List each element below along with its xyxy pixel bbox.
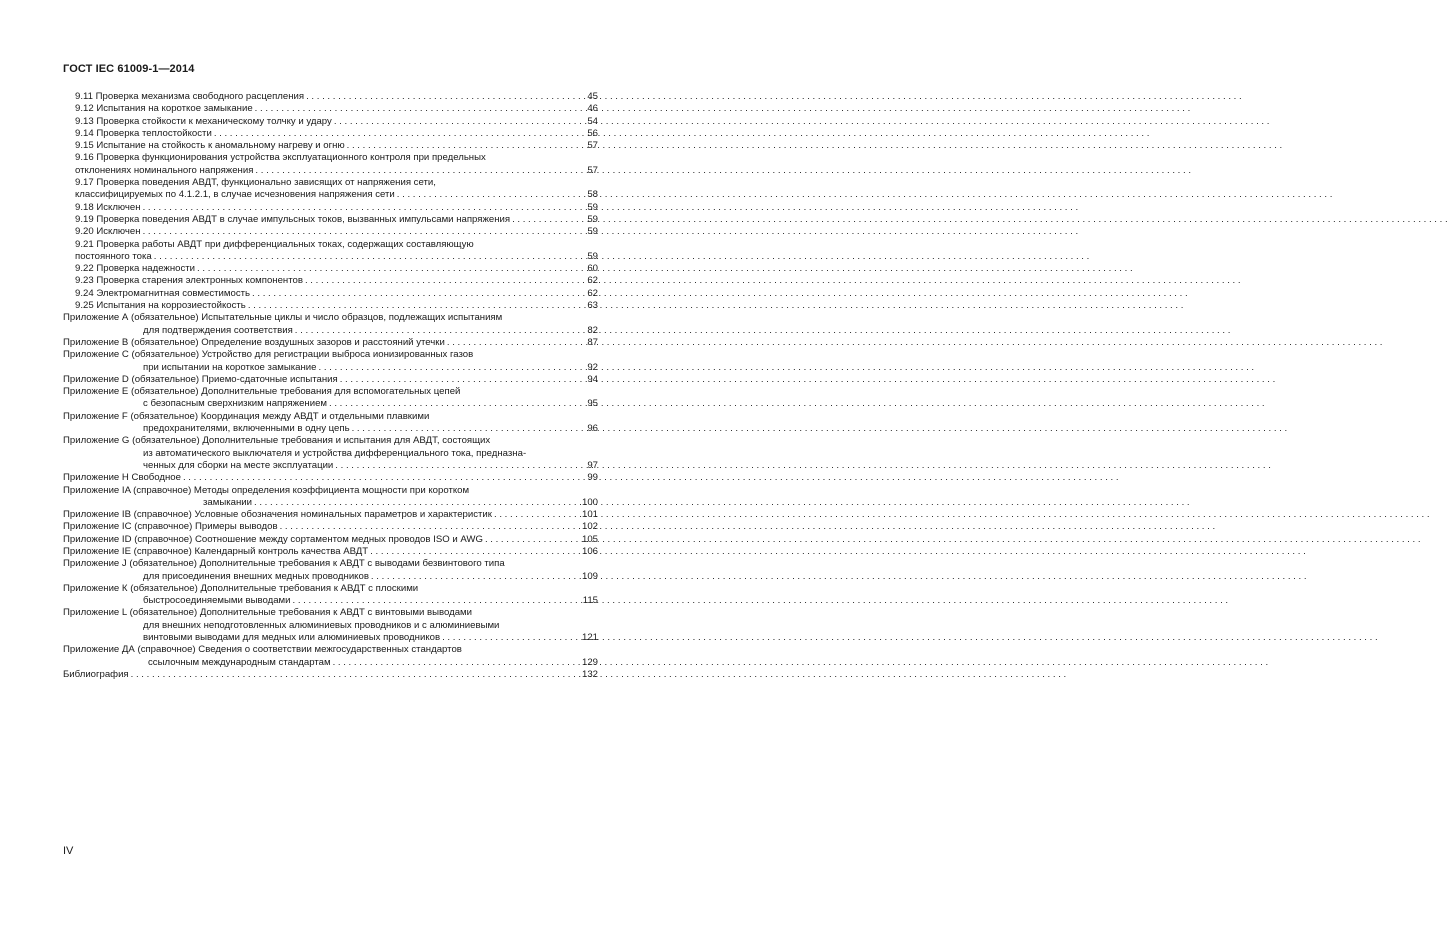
toc-entry-title: Приложение С (обязательное) Устройство для регистрации выброса ионизированных газов <box>63 349 474 361</box>
toc-entry[interactable] <box>63 103 598 115</box>
toc-page-number: 57 <box>587 164 598 176</box>
dot-leader <box>278 521 582 533</box>
dot-leader <box>181 472 587 484</box>
toc-page-number: 62 <box>587 287 598 299</box>
dot-leader <box>141 202 588 214</box>
toc-entry[interactable] <box>63 239 598 264</box>
toc-entry[interactable] <box>63 91 598 103</box>
toc-entry[interactable] <box>63 140 598 152</box>
dot-leader <box>338 374 588 386</box>
toc-entry-title: для присоединения внешних медных проводников <box>143 570 369 582</box>
toc-page-number: 58 <box>587 189 598 201</box>
toc-entry-title: из автоматического выключателя и устройства дифференциального тока, предназна- <box>143 447 527 459</box>
document-header: ГОСТ IEC 61009-1—2014 <box>63 63 195 75</box>
dot-leader <box>317 362 588 374</box>
toc-entry-title: 9.22 Проверка надежности <box>75 263 196 275</box>
dot-leader <box>369 571 582 583</box>
dot-leader <box>440 632 582 644</box>
page-number: IV <box>63 845 74 857</box>
toc-entry-title: 9.14 Проверка теплостойкости <box>75 127 212 139</box>
toc-entry[interactable] <box>63 558 598 583</box>
dot-leader <box>250 288 587 300</box>
toc-entry[interactable] <box>63 546 598 558</box>
toc-entry-title: ссылочным международным стандартам <box>148 656 331 668</box>
toc-entry[interactable] <box>63 583 598 608</box>
toc-entry[interactable] <box>63 300 598 312</box>
toc-entry-title: Библиография <box>63 668 129 680</box>
toc-entry[interactable] <box>63 509 598 521</box>
dot-leader <box>483 534 582 546</box>
toc-page-number: 105 <box>581 533 598 545</box>
toc-entry-title: 9.25 Испытания на коррозиестойкость <box>75 300 246 312</box>
toc-entry-title: Приложение К (обязательное) Дополнительные требования к АВДТ с плоскими <box>63 582 419 594</box>
toc-entry-title: Приложение IE (справочное) Календарный контроль качества АВДТ <box>63 545 369 557</box>
toc-entry[interactable] <box>63 669 598 681</box>
toc-page-number: 106 <box>581 545 598 557</box>
toc-entry[interactable] <box>63 226 598 238</box>
toc-entry-title: Приложение J (обязательное) Дополнительные требования к АВДТ с выводами безвинтового типа <box>63 558 505 570</box>
dot-leader <box>253 103 588 115</box>
toc-page-number: 59 <box>587 213 598 225</box>
dot-leader <box>333 460 587 472</box>
dot-leader <box>252 497 582 509</box>
dot-leader <box>246 300 588 312</box>
toc-entry-title: Приложение IC (справочное) Примеры выводов <box>63 521 278 533</box>
toc-entry-title: Приложение D (обязательное) Приемо-сдаточные испытания <box>63 373 338 385</box>
toc-entry[interactable] <box>63 263 598 275</box>
toc-entry[interactable] <box>63 312 598 337</box>
dot-leader <box>395 189 588 201</box>
toc-page-number: 102 <box>581 521 598 533</box>
toc-page-number: 96 <box>587 423 598 435</box>
toc-entry-title: Приложение IB (справочное) Условные обозначения номинальных параметров и характеристик <box>63 509 492 521</box>
dot-leader <box>445 337 587 349</box>
toc-entry-title: 9.11 Проверка механизма свободного расцепления <box>75 91 305 102</box>
toc-page-number: 92 <box>587 361 598 373</box>
toc-entry-title: для внешних неподготовленных алюминиевых проводников и с алюминиевыми <box>143 619 500 631</box>
toc-entry-title: Приложение IA (справочное) Методы определения коэффициента мощности при коротком <box>63 484 470 496</box>
toc-entry[interactable] <box>63 411 598 436</box>
toc-entry-title: Приложение ID (справочное) Соотношение между сортаментом медных проводов ISO и AWG <box>63 533 483 545</box>
toc-entry[interactable] <box>63 534 598 546</box>
toc-entry-title: 9.19 Проверка поведения АВДТ в случае импульсных токов, вызванных импульсами напряжения <box>75 213 511 225</box>
toc-page-number: 45 <box>587 91 598 102</box>
toc-entry-title: с безопасным сверхнизким напряжением <box>143 398 327 410</box>
toc-page-number: 62 <box>587 275 598 287</box>
dot-leader <box>350 423 588 435</box>
toc-entry-title: 9.17 Проверка поведения АВДТ, функционально зависящих от напряжения сети, <box>75 177 436 189</box>
table-of-contents <box>63 91 598 681</box>
toc-page-number: 57 <box>587 140 598 152</box>
toc-page-number: 129 <box>581 656 598 668</box>
toc-entry[interactable] <box>63 214 598 226</box>
toc-entry-title: при испытании на короткое замыкание <box>143 361 317 373</box>
toc-entry-title: 9.12 Испытания на короткое замыкание <box>75 103 253 115</box>
toc-page-number: 109 <box>581 570 598 582</box>
toc-page-number: 60 <box>587 263 598 275</box>
toc-entry-title: Приложение G (обязательное) Дополнительные требования и испытания для АВДТ, состоящих <box>63 435 491 447</box>
toc-entry[interactable] <box>63 485 598 510</box>
dot-leader <box>332 116 587 128</box>
toc-entry[interactable] <box>63 374 598 386</box>
toc-entry-title: Приложение Н Свободное <box>63 472 181 484</box>
toc-page-number: 94 <box>587 373 598 385</box>
toc-entry-title: 9.21 Проверка работы АВДТ при дифференциальных токах, содержащих составляющую <box>75 238 474 250</box>
toc-entry-title: 9.16 Проверка функционирования устройства эксплуатационного контроля при предельных <box>75 152 486 164</box>
toc-page-number: 97 <box>587 459 598 471</box>
dot-leader <box>293 325 588 337</box>
dot-leader <box>331 657 582 669</box>
toc-entry-title: быстросоединяемыми выводами <box>143 595 291 607</box>
dot-leader <box>345 140 588 152</box>
toc-entry[interactable] <box>63 472 598 484</box>
toc-page-number: 115 <box>582 595 598 607</box>
toc-page-number: 132 <box>581 668 598 680</box>
toc-entry[interactable] <box>63 337 598 349</box>
dot-leader <box>510 214 587 226</box>
toc-entry[interactable] <box>63 607 598 644</box>
toc-page-number: 59 <box>587 201 598 213</box>
dot-leader <box>152 251 588 263</box>
toc-page-number: 99 <box>587 472 598 484</box>
toc-entry-title: Приложение А (обязательное) Испытательные циклы и число образцов, подлежащих испытаниям <box>63 312 503 324</box>
dot-leader <box>303 275 587 287</box>
toc-entry-title: 9.24 Электромагнитная совместимость <box>75 287 251 299</box>
toc-page-number: 59 <box>587 250 598 262</box>
dot-leader <box>141 226 588 238</box>
toc-entry-title: для подтверждения соответствия <box>143 324 293 336</box>
toc-entry-title: 9.18 Исключен <box>75 201 141 213</box>
toc-page-number: 54 <box>587 115 598 127</box>
toc-entry[interactable] <box>63 116 598 128</box>
dot-leader <box>291 595 583 607</box>
toc-page-number: 46 <box>587 103 598 115</box>
toc-entry-title: 9.15 Испытание на стойкость к аномальному нагреву и огню <box>75 140 345 152</box>
toc-entry-title: 9.13 Проверка стойкости к механическому толчку и удару <box>75 115 332 127</box>
toc-page-number: 63 <box>587 300 598 312</box>
toc-entry-title: 9.23 Проверка старения электронных компонентов <box>75 275 303 287</box>
toc-entry-title: 9.20 Исключен <box>75 226 141 238</box>
toc-entry[interactable] <box>63 288 598 300</box>
dot-leader <box>327 398 587 410</box>
toc-entry[interactable] <box>63 521 598 533</box>
toc-entry-title: постоянного тока <box>75 250 152 262</box>
toc-entry-title: ченных для сборки на месте эксплуатации <box>143 459 334 471</box>
toc-entry-title: предохранителями, включенными в одну цепь <box>143 423 350 435</box>
dot-leader <box>492 509 582 521</box>
toc-entry[interactable] <box>63 177 598 202</box>
toc-entry-title: Приложение ДА (справочное) Сведения о соответствии межгосударственных стандартов <box>63 644 462 656</box>
toc-page-number: 100 <box>581 496 598 508</box>
dot-leader <box>304 91 587 103</box>
toc-entry-title: Приложение F (обязательное) Координация между АВДТ и отдельными плавкими <box>63 410 430 422</box>
toc-page-number: 56 <box>587 127 598 139</box>
toc-entry[interactable] <box>63 152 598 177</box>
toc-entry-title: Приложение Е (обязательное) Дополнительные требования для вспомогательных цепей <box>63 386 461 398</box>
toc-entry-title: винтовыми выводами для медных или алюминиевых проводников <box>143 632 441 644</box>
toc-page-number: 87 <box>587 336 598 348</box>
toc-page-number: 59 <box>587 226 598 238</box>
toc-entry[interactable] <box>63 128 598 140</box>
toc-entry[interactable] <box>63 349 598 374</box>
toc-entry[interactable] <box>63 202 598 214</box>
dot-leader <box>195 263 587 275</box>
dot-leader <box>253 165 587 177</box>
toc-entry-title: Приложение В (обязательное) Определение воздушных зазоров и расстояний утечки <box>63 336 445 348</box>
dot-leader <box>368 546 582 558</box>
toc-page-number: 101 <box>581 509 598 521</box>
toc-page-number: 121 <box>581 632 598 644</box>
toc-entry-title: отклонениях номинального напряжения <box>75 164 254 176</box>
toc-entry[interactable] <box>63 644 598 669</box>
toc-entry-title: замыкании <box>203 496 252 508</box>
toc-entry-title: Приложение L (обязательное) Дополнительные требования к АВДТ с винтовыми выводами <box>63 607 472 619</box>
toc-page-number: 82 <box>587 324 598 336</box>
toc-page-number: 95 <box>587 398 598 410</box>
toc-entry[interactable] <box>63 275 598 287</box>
toc-entry[interactable] <box>63 386 598 411</box>
toc-entry[interactable] <box>63 435 598 472</box>
dot-leader <box>129 669 582 681</box>
toc-entry-title: классифицируемых по 4.1.2.1, в случае исчезновения напряжения сети <box>75 189 395 201</box>
dot-leader <box>212 128 588 140</box>
